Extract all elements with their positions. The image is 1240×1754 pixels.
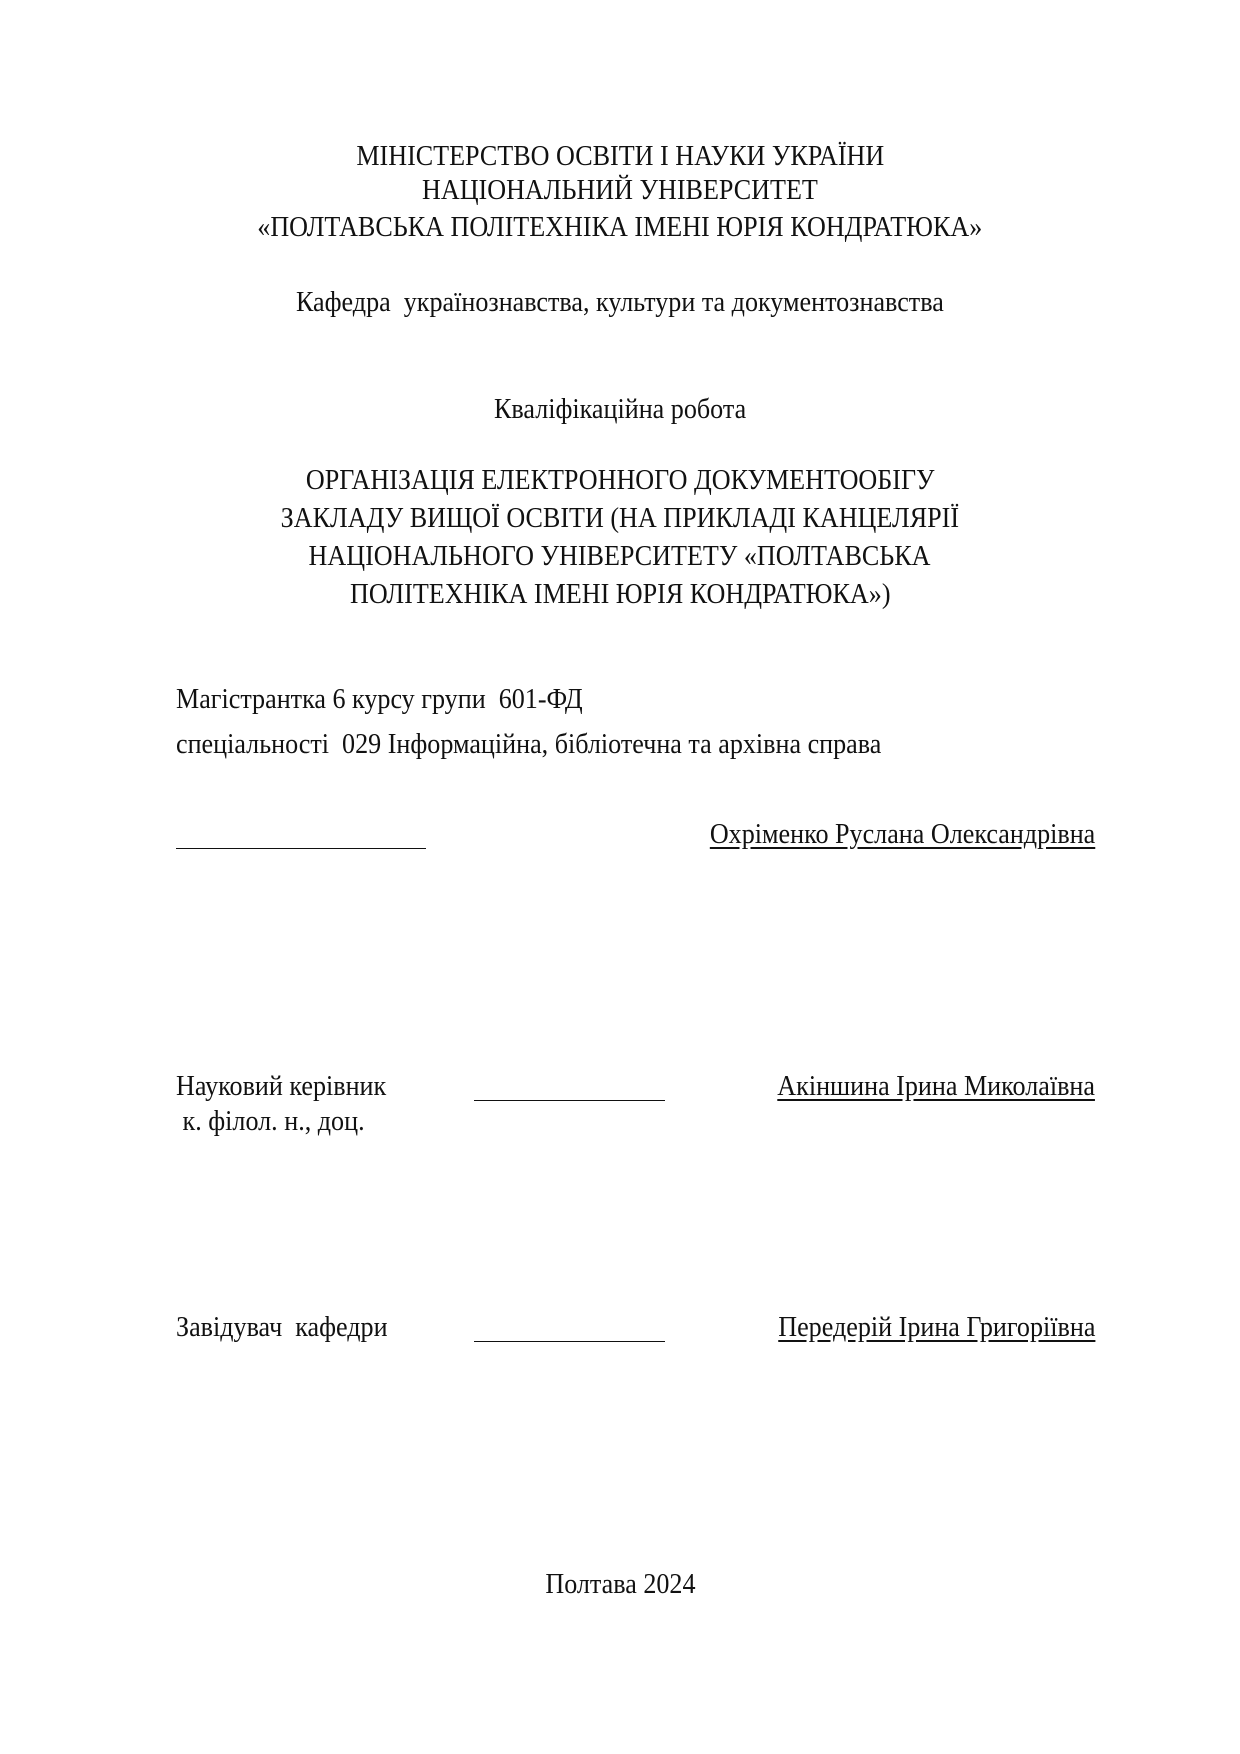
department-line: Кафедра українознавства, культури та документознавства	[296, 286, 944, 318]
work-type: Кваліфікаційна робота	[493, 393, 747, 425]
title-line-1: ОРГАНІЗАЦІЯ ЕЛЕКТРОННОГО ДОКУМЕНТООБІГУ	[305, 464, 935, 496]
student-specialty-line: спеціальності 029 Інформаційна, бібліотечна та архівна справа	[176, 728, 882, 760]
student-name: Охріменко Руслана Олександрівна	[709, 818, 1095, 850]
head-signature-line	[474, 1341, 665, 1342]
head-role: Завідувач кафедри	[176, 1311, 388, 1343]
head-name: Передерій Ірина Григоріївна	[777, 1311, 1095, 1343]
university-name-line: «ПОЛТАВСЬКА ПОЛІТЕХНІКА ІМЕНІ ЮРІЯ КОНДРАТЮКА»	[257, 211, 983, 243]
title-line-2: ЗАКЛАДУ ВИЩОЇ ОСВІТИ (НА ПРИКЛАДІ КАНЦЕЛЯРІЇ	[280, 502, 960, 534]
supervisor-degree: к. філол. н., доц.	[176, 1105, 365, 1137]
university-type-line: НАЦІОНАЛЬНИЙ УНІВЕРСИТЕТ	[422, 174, 818, 206]
student-group-line: Магістрантка 6 курсу групи 601-ФД	[176, 683, 583, 715]
supervisor-role: Науковий керівник	[176, 1070, 387, 1102]
title-line-4: ПОЛІТЕХНІКА ІМЕНІ ЮРІЯ КОНДРАТЮКА»)	[349, 578, 891, 610]
student-signature-line	[176, 848, 426, 849]
title-line-3: НАЦІОНАЛЬНОГО УНІВЕРСИТЕТУ «ПОЛТАВСЬКА	[309, 540, 931, 572]
city-year: Полтава 2024	[544, 1568, 696, 1600]
supervisor-signature-line	[474, 1100, 665, 1101]
supervisor-name: Акіншина Ірина Миколаївна	[777, 1070, 1095, 1102]
ministry-line: МІНІСТЕРСТВО ОСВІТИ І НАУКИ УКРАЇНИ	[356, 140, 884, 172]
